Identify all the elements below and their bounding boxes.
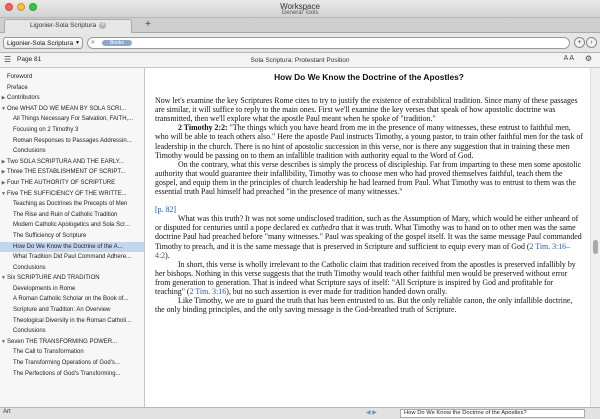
scrollbar[interactable]	[590, 68, 600, 407]
chevron-down-icon[interactable]: ▼	[1, 105, 6, 112]
toc-item-label: How Do We Know the Doctrine of the A...	[13, 243, 123, 250]
toc-item-label: Modern Catholic Apologetics and Sola Scr...	[13, 222, 130, 229]
toc-item[interactable]	[0, 93, 144, 104]
toc-item-label: Teaching as Doctrines the Precepts of Men	[13, 201, 128, 208]
toc-item-label: Five THE SUFFICIENCY OF THE WRITTE...	[7, 190, 127, 197]
toc-item-label: Scripture and Tradition: An Overview	[13, 307, 111, 314]
toc-item[interactable]	[0, 294, 144, 305]
table-of-contents	[0, 68, 145, 407]
scripture-reference: 2 Timothy 2:2:	[178, 123, 228, 133]
paragraph: 2 Timothy 2:2: "The things which you have heard from me in the presence of many witnesses, these entrust to faithful men, who will be able to teach others also." Here the apostle Paul instructs Timothy, a young pastor, to train other faithful men for the task of leadership in the church. There is no hint of apostolic succession in this verse, nor is there any suggestion that in training these men Timothy would be passing on to them an infallible tradition with authority equal to the Word of God.	[155, 123, 583, 160]
tab-label: Ligonier-Sola Scriptura	[29, 22, 97, 29]
toolbar	[0, 33, 600, 53]
chevron-right-icon[interactable]: ▶	[1, 95, 6, 102]
scripture-link[interactable]: 2 Tim. 3:16	[189, 286, 227, 296]
panel-menu-icon[interactable]: ☰	[4, 55, 12, 64]
window-titlebar	[0, 0, 600, 18]
status-bar	[0, 407, 600, 419]
toc-item-label: Foreword	[7, 74, 33, 80]
toc-item-label: A Roman Catholic Scholar on the Book of...	[13, 296, 129, 303]
paragraph: Like Timothy, we are to guard the truth that has been entrusted to us. But the only reliable canon, the only infallible doctrine, the only binding principles, and the only saving message is the God-breathed truth of Scripture.	[155, 296, 573, 315]
toc-item[interactable]	[0, 83, 144, 94]
toc-item-label: Conclusions	[13, 264, 46, 271]
toc-item-label: One WHAT DO WE MEAN BY SOLA SCRI...	[7, 105, 127, 112]
toc-item-label: Conclusions	[13, 148, 46, 155]
tab-close-icon[interactable]: ×	[100, 21, 105, 28]
toc-item-label: The Rise and Ruin of Catholic Tradition	[13, 211, 118, 218]
toc-item[interactable]	[0, 326, 144, 337]
resource-selector-label: Ligonier-Sola Scriptura	[7, 40, 74, 47]
toc-item[interactable]	[0, 347, 144, 358]
toc-item[interactable]	[0, 220, 144, 231]
back-icon[interactable]: +	[574, 37, 585, 48]
toc-item-label: What Tradition Did Paul Command Adhere...	[13, 254, 132, 261]
toc-item-label: Preface	[7, 84, 28, 91]
toc-item[interactable]	[0, 316, 144, 327]
toc-item[interactable]	[0, 125, 144, 136]
current-location-field[interactable]: How Do We Know the Doctrine of the Apostles?	[400, 409, 585, 418]
toc-item-label: Roman Responses to Passages Addressin...	[13, 137, 132, 144]
toc-item-label: Theological Diversity in the Roman Catholi...	[13, 317, 132, 324]
toc-item-label: Seven THE TRANSFORMING POWER...	[7, 338, 118, 345]
toc-item[interactable]	[0, 284, 144, 295]
toc-item[interactable]	[0, 199, 144, 210]
toc-item-label: Three THE ESTABLISHMENT OF SCRIPT...	[7, 169, 126, 176]
chevron-down-icon[interactable]: ▼	[1, 338, 6, 345]
scripture-link[interactable]: 2 Tim. 3:16–4:2	[155, 241, 571, 260]
toc-item[interactable]	[0, 263, 144, 274]
reading-pane[interactable]	[145, 68, 590, 407]
scrollbar-thumb[interactable]	[593, 240, 598, 254]
paragraph: On the contrary, what this verse describes is simply the process of discipleship. Far from imparting to these men some apostolic authority that would guarantee their infallibility, Timothy was to choose men who had proved themselves faithful, teach them the gospel, and equip them in the principles of church leadership he had learned from Paul. What Timothy was to entrust to them was the essential truth Paul himself had preached "in the presence of many witnesses."	[155, 159, 582, 197]
toc-item[interactable]	[0, 210, 144, 221]
chevron-right-icon[interactable]: ▶	[1, 179, 6, 186]
history-nav-icons[interactable]: ◀ ▶	[366, 410, 377, 416]
gear-icon[interactable]: ⚙	[584, 54, 592, 63]
search-input[interactable]	[87, 37, 570, 49]
paragraph: In short, this verse is wholly irrelevant to the Catholic claim that tradition received from the apostles is preserved infallibly by her bishops. Nothing in this verse suggests that the truth Timothy would teach other faithful men would be preserved without error from generation to generation. That is indeed what Scripture says of itself: "All Scripture is inspired by God and profitable for teaching" (2 Tim. 3:16), but no such assertion is ever made for tradition handed down orally.	[155, 259, 576, 296]
panel-header	[0, 53, 600, 68]
toc-item[interactable]	[0, 72, 144, 83]
tab-bar	[0, 18, 600, 33]
toc-item[interactable]	[0, 369, 144, 380]
toc-item[interactable]	[0, 358, 144, 369]
toc-item-label: The Call to Transformation	[13, 349, 84, 356]
toc-item-label: Focusing on 2 Timothy 3	[13, 126, 79, 133]
chevron-down-icon: ▼	[75, 40, 80, 46]
search-icon: ⌕	[91, 39, 95, 46]
resource-selector[interactable]	[3, 37, 83, 49]
toc-item-label: Six SCRIPTURE AND TRADITION	[7, 275, 100, 282]
section-heading: How Do We Know the Doctrine of the Apostles?	[274, 72, 464, 82]
toc-item[interactable]	[0, 242, 144, 253]
chevron-right-icon[interactable]: ▶	[1, 158, 6, 165]
page-marker-link[interactable]: [p. 82]	[155, 205, 177, 215]
toc-item[interactable]	[0, 305, 144, 316]
toc-item[interactable]	[0, 136, 144, 147]
font-size-icon[interactable]: A A	[563, 55, 574, 62]
toc-item-label: Two SOLA SCRIPTURA AND THE EARLY...	[7, 158, 125, 165]
toc-item-label: All Things Necessary For Salvation, FAITH,...	[13, 116, 134, 123]
toc-item[interactable]	[0, 189, 144, 200]
toc-item-label: Contributors	[7, 95, 40, 102]
chevron-right-icon[interactable]: ▶	[1, 169, 6, 176]
search-scope-chip[interactable]: Books	[102, 40, 132, 46]
toc-item[interactable]	[0, 146, 144, 157]
chevron-down-icon[interactable]: ▼	[1, 275, 6, 282]
toc-item[interactable]	[0, 337, 144, 348]
toc-item[interactable]	[0, 104, 144, 115]
toc-item-label: The Transforming Operations of God's...	[13, 360, 120, 367]
window-title: Workspace	[280, 2, 320, 11]
page-number: Page 81	[17, 56, 42, 63]
toc-item[interactable]	[0, 231, 144, 242]
toc-item[interactable]	[0, 252, 144, 263]
window-subtitle: General Tools	[281, 10, 319, 16]
toc-item-label: Developments in Rome	[13, 285, 76, 292]
toc-item[interactable]	[0, 114, 144, 125]
add-tab-button[interactable]: +	[145, 19, 151, 30]
paragraph: Now let's examine the key Scriptures Rome cites to try to justify the existence of extrabiblical tradition. Since many of these passages are similar, it will suffice to reply to the main ones. First we'll examine the key verses that speak of how apostolic doctrine was transmitted, then we'll explore what the apostle Paul meant when he spoke of "tradition."	[155, 96, 578, 124]
document-title: Sola Scriptura: Protestant Position	[250, 57, 350, 64]
toc-item-label: The Perfections of God's Transforming...	[13, 370, 121, 377]
toc-item[interactable]	[0, 167, 144, 178]
toc-item-label: The Sufficiency of Scripture	[13, 232, 87, 239]
toc-item[interactable]	[0, 157, 144, 168]
toc-item[interactable]	[0, 178, 144, 189]
forward-icon[interactable]: ›	[586, 37, 597, 48]
toc-item-label: Four THE AUTHORITY OF SCRIPTURE	[7, 179, 116, 186]
tab-ligonier-sola-scriptura[interactable]	[4, 19, 132, 33]
panel-selector[interactable]: Art	[3, 409, 11, 415]
chevron-down-icon[interactable]: ▼	[1, 190, 6, 197]
paragraph: What was this truth? It was not some undisclosed tradition, such as the Assumption of Mary, which would be either unheard of or disputed for centuries until a pope declared ex cathedra that it was truth. What Timothy was to hand on to other men was the same doctrine Paul had preached before "many witnesses." Paul was speaking of the gospel itself. It was the same message Paul commanded Timothy to preach, and it is the same message that is preserved in Scripture and sufficient to equip every man of God (2 Tim. 3:16–4:2).	[155, 214, 582, 260]
toc-item-label: Conclusions	[13, 328, 46, 335]
toc-item[interactable]	[0, 273, 144, 284]
